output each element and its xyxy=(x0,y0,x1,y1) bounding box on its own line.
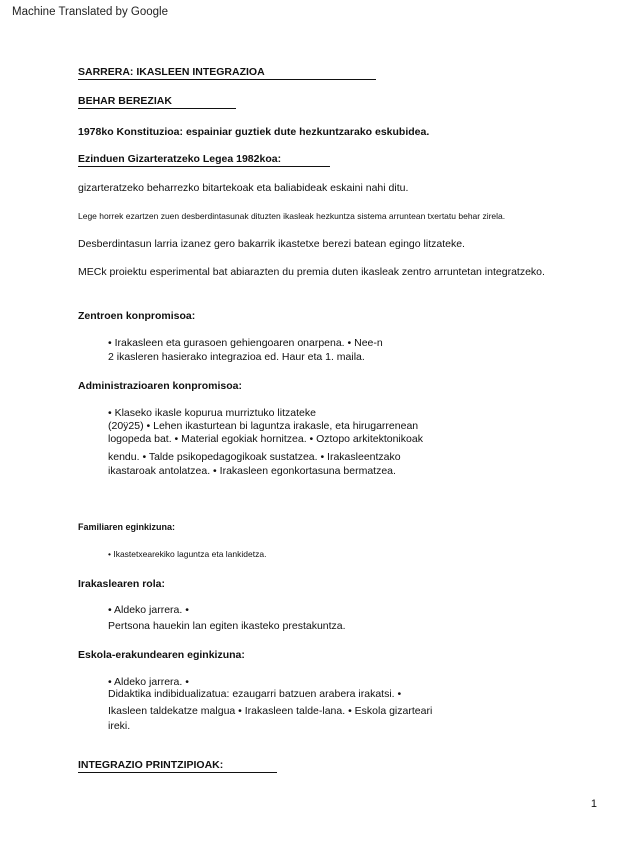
list-item: logopeda bat. • Material egokiak hornitzea. • Oztopo arkitektonikoak xyxy=(108,433,423,445)
paragraph: Desberdintasun larria izanez gero bakarrik ikastetxe berezi batean egingo litzateke. xyxy=(78,238,465,250)
paragraph: Lege horrek ezartzen zuen desberdintasunak dituzten ikasleak hezkuntza sistema arruntean txertatu behar zirela. xyxy=(78,211,506,221)
paragraph: gizarteratzeko beharrezko bitartekoak eta baliabideak eskaini nahi ditu. xyxy=(78,182,409,194)
page-number: 1 xyxy=(590,798,597,810)
list-item: Pertsona hauekin lan egiten ikasteko prestakuntza. xyxy=(108,620,346,632)
list-item: • Aldeko jarrera. • xyxy=(108,676,189,688)
section-heading-teacher: Irakaslearen rola: xyxy=(78,578,165,590)
list-item: Ikasleen taldekatze malgua • Irakasleen talde-lana. • Eskola gizarteari xyxy=(108,705,433,717)
paragraph: MECk proiektu esperimental bat abiarazten du premia duten ikasleak zentro arruntetan integratzeko. xyxy=(78,266,545,278)
list-item: • Ikastetxearekiko laguntza eta lankidetza. xyxy=(108,549,267,559)
list-item: • Klaseko ikasle kopurua murriztuko litzateke xyxy=(108,407,316,419)
list-item: ireki. xyxy=(108,720,131,732)
constitution-statement: 1978ko Konstituzioa: espainiar guztiek dute hezkuntzarako eskubidea. xyxy=(78,126,430,138)
list-item: • Aldeko jarrera. • xyxy=(108,604,189,616)
list-item: • Irakasleen eta gurasoen gehiengoaren onarpena. • Nee-n xyxy=(108,337,383,349)
document-title: SARRERA: IKASLEEN INTEGRAZIOA xyxy=(78,66,376,80)
section-heading-centers: Zentroen konpromisoa: xyxy=(78,310,196,322)
section-heading-family: Familiaren eginkizuna: xyxy=(78,522,176,532)
document-subtitle: BEHAR BEREZIAK xyxy=(78,95,236,109)
list-item: (20ÿ25) • Lehen ikasturtean bi laguntza irakasle, eta hirugarrenean xyxy=(108,420,419,432)
section-heading-admin: Administrazioaren konpromisoa: xyxy=(78,380,242,392)
list-item: 2 ikasleren hasierako integrazioa ed. Haur eta 1. maila. xyxy=(108,351,365,363)
list-item: kendu. • Talde psikopedagogikoak sustatzea. • Irakasleentzako xyxy=(108,451,401,463)
section-heading-school: Eskola-erakundearen eginkizuna: xyxy=(78,649,245,661)
machine-translated-banner: Machine Translated by Google xyxy=(12,6,168,18)
list-item: Didaktika indibidualizatua: ezaugarri batzuen arabera irakatsi. • xyxy=(108,688,402,700)
law-heading: Ezinduen Gizarteratzeko Legea 1982koa: xyxy=(78,153,330,167)
list-item: ikastaroak antolatzea. • Irakasleen egonkortasuna bermatzea. xyxy=(108,465,396,477)
principles-heading: INTEGRAZIO PRINTZIPIOAK: xyxy=(78,759,277,773)
